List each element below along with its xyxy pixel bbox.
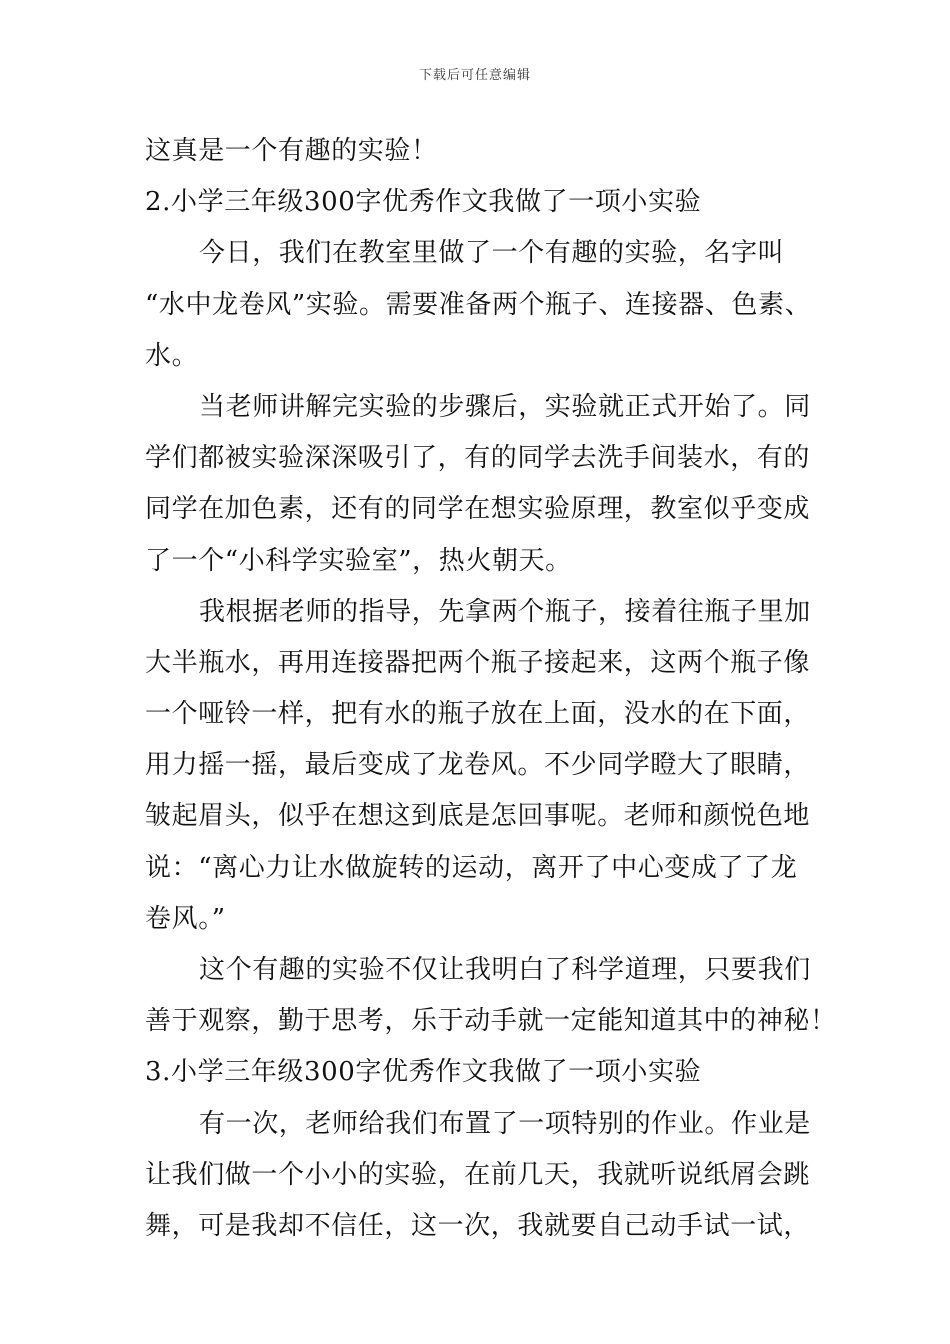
- body-line: 皱起眉头，似乎在想这到底是怎回事呢。老师和颜悦色地: [145, 801, 811, 832]
- body-line: 让我们做一个小小的实验，在前几天，我就听说纸屑会跳: [145, 1159, 811, 1190]
- body-line: 了一个“小科学实验室”，热火朝天。: [145, 545, 572, 576]
- body-line: 舞，可是我却不信任，这一次，我就要自己动手试一试，: [145, 1210, 811, 1241]
- body-line: 这真是一个有趣的实验！: [145, 136, 438, 166]
- body-line: “水中龙卷风”实验。需要准备两个瓶子、连接器、色素、: [145, 289, 812, 320]
- page-header: 下载后可任意编辑: [418, 68, 531, 83]
- body-line: 学们都被实验深深吸引了，有的同学去洗手间装水，有的: [145, 443, 811, 474]
- body-line: 一个哑铃一样，把有水的瓶子放在上面，没水的在下面，: [145, 699, 811, 730]
- body-line: 大半瓶水，再用连接器把两个瓶子接起来，这两个瓶子像: [145, 647, 811, 678]
- body-line: 当老师讲解完实验的步骤后，实验就正式开始了。同: [199, 391, 811, 422]
- body-line: 今日，我们在教室里做了一个有趣的实验，名字叫: [199, 238, 785, 269]
- document-body: [145, 126, 835, 1252]
- body-line: 说：“离心力让水做旋转的运动，离开了中心变成了了龙: [145, 852, 798, 883]
- body-line: 有一次，老师给我们布置了一项特别的作业。作业是: [199, 1108, 811, 1139]
- body-line: 我根据老师的指导，先拿两个瓶子，接着往瓶子里加: [199, 596, 811, 627]
- body-line: 水。: [145, 340, 199, 371]
- section-heading: 2.小学三年级300字优秀作文我做了一项小实验: [145, 187, 702, 218]
- body-line: 这个有趣的实验不仅让我明白了科学道理，只要我们: [199, 955, 811, 985]
- body-line: 善于观察，勤于思考，乐于动手就一定能知道其中的神秘！: [145, 1006, 837, 1037]
- section-heading: 3.小学三年级300字优秀作文我做了一项小实验: [145, 1057, 702, 1088]
- body-line: 卷风。”: [145, 903, 226, 934]
- body-line: 同学在加色素，还有的同学在想实验原理，教室似乎变成: [145, 494, 811, 525]
- body-line: 用力摇一摇，最后变成了龙卷风。不少同学瞪大了眼睛，: [145, 750, 811, 781]
